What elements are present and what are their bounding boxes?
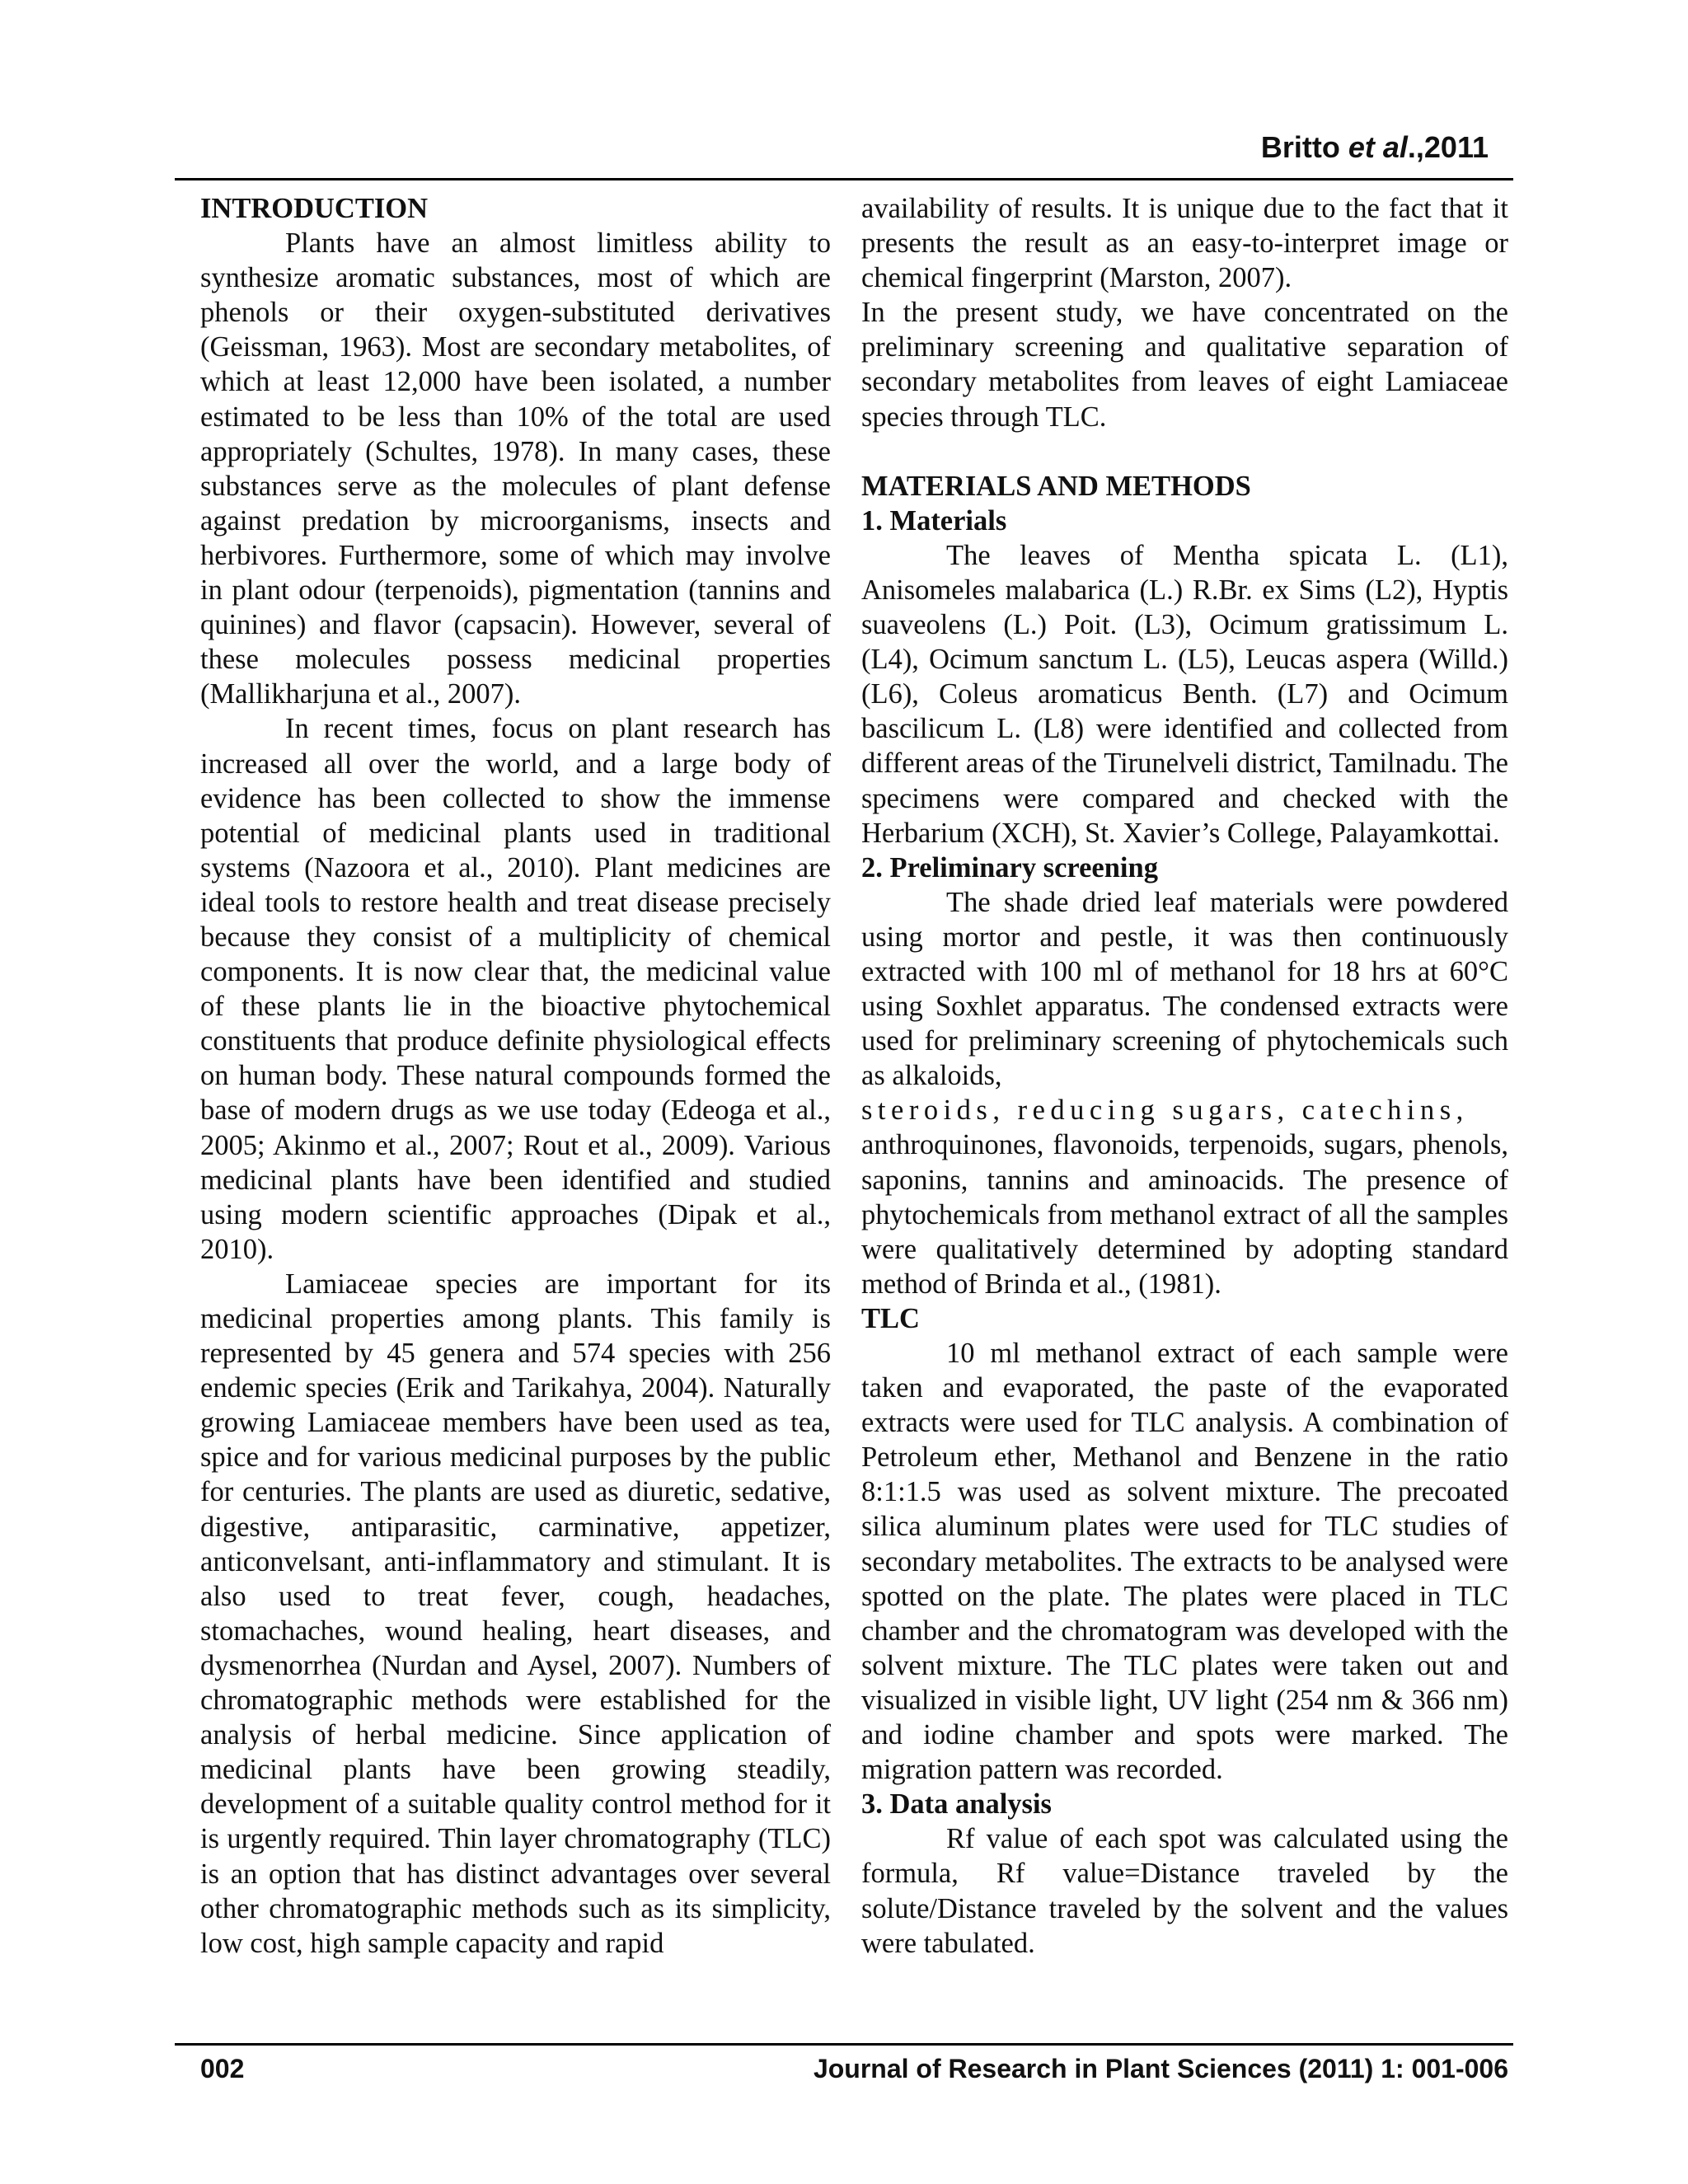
data-analysis-paragraph: Rf value of each spot was calculated using the formula, Rf value=Distance traveled by the solute/Distance traveled by the solvent and the values were tabulated. — [861, 1823, 1508, 1959]
intro-paragraph-3: Lamiaceae species are important for its medicinal properties among plants. This family is represented by 45 genera and 574 species with 256 endemic species (Erik and Tarikahya, 2004). Naturally growing Lamiaceae members have been used as tea, spice and for various medicinal purposes by the public for centuries. The plants are used as diuretic, sedative, digestive, antiparasitic, carminative, appetizer, anticonvelsant, anti-inflammatory and stimulant. It is also used to treat fever, cough, headaches, stomachaches, wound healing, heart diseases, and dysmenorrhea (Nurdan and Aysel, 2007). Numbers of chromatographic methods were established for the analysis of herbal medicine. Since application of medicinal plants have been growing steadily, development of a suitable quality control method for it is urgently required. Thin layer chromatography (TLC) is an option that has distinct advantages over several other chromatographic methods such as its simplicity, low cost, high sample capacity and rapid — [200, 1268, 831, 1959]
data-analysis-subheading: 3. Data analysis — [861, 1788, 1052, 1821]
running-head — [1261, 130, 1489, 165]
intro-paragraph-1: Plants have an almost limitless ability to synthesize aromatic substances, most of which are phenols or their oxygen-substituted derivatives (Geissman, 1963). Most are secondary metabolites, of which at least 12,000 have been isolated, a number estimated to be less than 10% of the total are used appropriately (Schultes, 1978). In many cases, these substances serve as the molecules of plant defense against predation by microorganisms, insects and herbivores. Furthermore, some of which may involve in plant odour (terpenoids), pigmentation (tannins and quinines) and flavor (capsacin). However, several of these molecules possess medicinal properties (Mallikharjuna et al., 2007). — [200, 227, 831, 710]
running-head-etal: et al — [1348, 130, 1408, 164]
materials-methods-heading: MATERIALS AND METHODS — [861, 470, 1251, 502]
running-head-authors: Britto — [1260, 130, 1340, 164]
page-number: 002 — [200, 2054, 245, 2083]
materials-subheading: 1. Materials — [861, 504, 1007, 537]
introduction-heading: INTRODUCTION — [200, 193, 429, 224]
preliminary-screening-paragraph-b: steroids, reducing sugars, catechins, — [861, 1094, 1469, 1127]
section-gap — [861, 434, 1508, 469]
tlc-subheading: TLC — [861, 1302, 920, 1334]
header-rule — [175, 178, 1513, 180]
running-head-year: .,2011 — [1407, 130, 1489, 164]
intro-continued-paragraph: availability of results. It is unique due to the fact that it presents the result as an easy-to-interpret image or chemical fingerprint (Marston, 2007). — [861, 193, 1508, 294]
materials-paragraph: The leaves of Mentha spicata L. (L1), Anisomeles malabarica (L.) R.Br. ex Sims (L2), Hyptis suaveolens (L.) Poit. (L3), Ocimum gratissimum L. (L4), Ocimum sanctum L. (L5), Leucas aspera (Willd.) (L6), Coleus aromaticus Benth. (L7) and Ocimum bascilicum L. (L8) were identified and collected from different areas of the Tirunelveli district, Tamilnadu. The specimens were compared and checked with the Herbarium (XCH), St. Xavier’s College, Palayamkottai. — [861, 539, 1508, 849]
preliminary-screening-paragraph-a: The shade dried leaf materials were powdered using mortor and pestle, it was then continuously extracted with 100 ml of methanol for 18 hrs at 60°C using Soxhlet apparatus. The condensed extracts were used for preliminary screening of phytochemicals such as alkaloids, — [861, 886, 1508, 1092]
intro-paragraph-2: In recent times, focus on plant research has increased all over the world, and a large body of evidence has been collected to show the immense potential of medicinal plants used in traditional systems (Nazoora et al., 2010). Plant medicines are ideal tools to restore health and treat disease precisely because they consist of a multiplicity of chemical components. It is now clear that, the medicinal value of these plants lie in the bioactive phytochemical constituents that produce definite physiological effects on human body. These natural compounds formed the base of modern drugs as we use today (Edeoga et al., 2005; Akinmo et al., 2007; Rout et al., 2009). Various medicinal plants have been identified and studied using modern scientific approaches (Dipak et al., 2010). — [200, 713, 831, 1265]
journal-citation: Journal of Research in Plant Sciences (2011) 1: 001-006 — [813, 2054, 1508, 2083]
present-study-paragraph: In the present study, we have concentrated on the preliminary screening and qualitative separation of secondary metabolites from leaves of eight Lamiaceae species through TLC. — [861, 297, 1508, 433]
preliminary-screening-paragraph-c: anthroquinones, flavonoids, terpenoids, sugars, phenols, saponins, tannins and aminoacids. The presence of phytochemicals from methanol extract of all the samples were qualitatively determined by adopting standard method of Brinda et al., (1981). — [861, 1129, 1508, 1300]
footer-rule — [175, 2043, 1513, 2046]
right-column — [861, 191, 1508, 1961]
tlc-paragraph: 10 ml methanol extract of each sample were taken and evaporated, the paste of the evaporated extracts were used for TLC analysis. A combination of Petroleum ether, Methanol and Benzene in the ratio 8:1:1.5 was used as solvent mixture. The precoated silica aluminum plates were used for TLC studies of secondary metabolites. The extracts to be analysed were spotted on the plate. The plates were placed in TLC chamber and the chromatogram was developed with the solvent mixture. The TLC plates were taken out and visualized in visible light, UV light (254 nm & 366 nm) and iodine chamber and spots were marked. The migration pattern was recorded. — [861, 1338, 1508, 1786]
left-column — [200, 191, 831, 1961]
preliminary-screening-subheading: 2. Preliminary screening — [861, 851, 1158, 883]
